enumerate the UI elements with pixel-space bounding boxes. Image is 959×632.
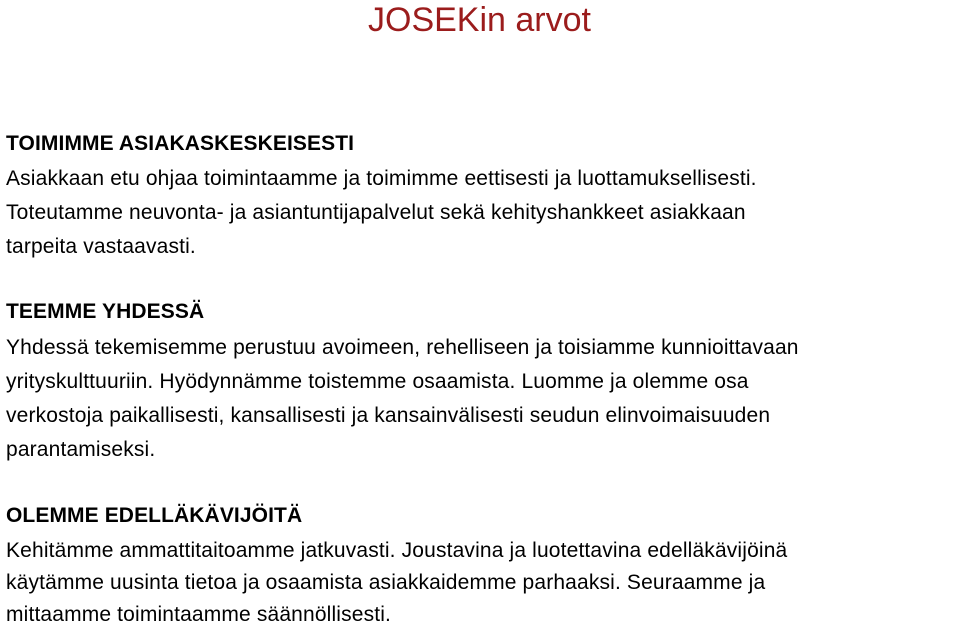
section-heading-yhdessa: TEEMME YHDESSÄ [6,300,205,323]
section-line: käytämme uusinta tietoa ja osaamista asiakkaidemme parhaaksi. Seuraamme ja [6,571,766,594]
section-heading-edellakavijoita: OLEMME EDELLÄKÄVIJÖITÄ [6,504,303,527]
section-line: Asiakkaan etu ohjaa toimintaamme ja toimimme eettisesti ja luottamuksellisesti. [6,167,757,190]
section-line: mittaamme toimintaamme säännöllisesti. [6,603,392,626]
section-line: Kehitämme ammattitaitoamme jatkuvasti. Joustavina ja luotettavina edelläkävijöinä [6,539,788,562]
page-title: JOSEKin arvot [368,1,591,39]
section-line: yrityskulttuuriin. Hyödynnämme toistemme osaamista. Luomme ja olemme osa [6,370,749,393]
section-line: Toteutamme neuvonta- ja asiantuntijapalvelut sekä kehityshankkeet asiakkaan [6,201,746,224]
section-line: tarpeita vastaavasti. [6,235,196,258]
section-heading-asiakaskeskeisesti: TOIMIMME ASIAKASKESKEISESTI [6,132,355,155]
section-line: parantamiseksi. [6,438,156,461]
section-line: verkostoja paikallisesti, kansallisesti ja kansainvälisesti seudun elinvoimaisuuden [6,404,771,427]
section-line: Yhdessä tekemisemme perustuu avoimeen, rehelliseen ja toisiamme kunnioittavaan [6,336,799,359]
